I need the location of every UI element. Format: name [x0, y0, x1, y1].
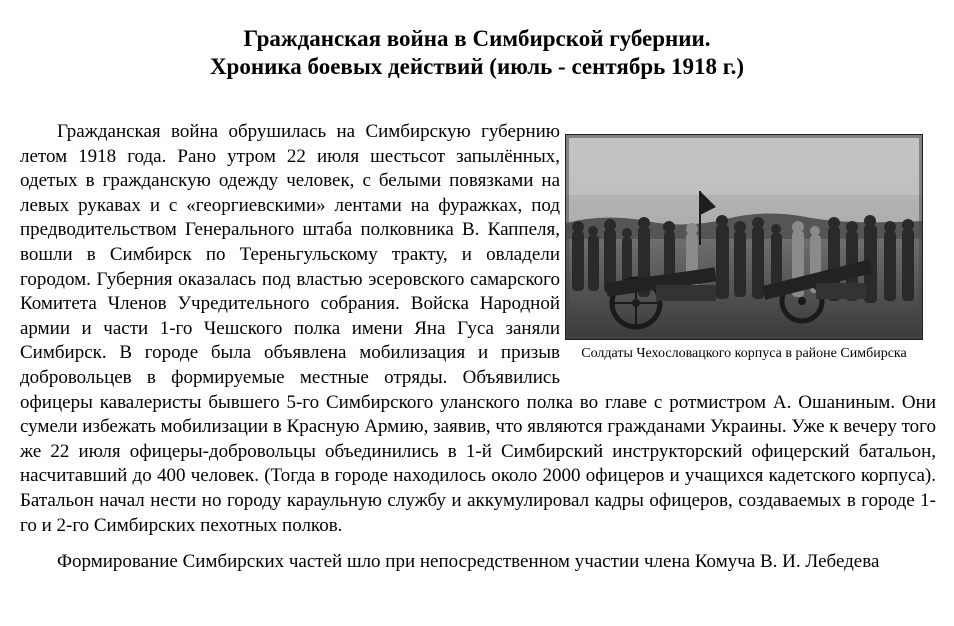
paragraph-2: Формирование Симбирских частей шло при непосредственном участии члена Комуча В. И. Лебедева — [57, 551, 880, 573]
paragraph-1: Гражданская война обрушилась на Симбирскую губернию летом 1918 года. Рано утром 22 июля шестьсот запылённых, одетых в гражданскую одежду человек, с белыми повязками на левых рукавах и с «георгиевскими» лентами на фуражках, под предводительством Генерального штаба полковника В. Каппеля, вошли в Симбирск по Тереньгульскому тракту, и овладели городом. Губерния оказалась под властью эсеровского самарского Комитета Членов Учредительного собрания. Войска Народной армии и части 1-го Чешского полка имени Яна Гуса заняли Симбирск. В городе была объявлена мобилизация и призыв добровольцев в формируемые местные отряды. Объявились офицеры кавалеристы бывшего 5-го Симбирского уланского полка во главе с ротмистром А. Ошаниным. Они сумели избежать мобилизации в Красную Армию, заявив, что являются гражданами Украины. Уже к вечеру того же 22 июля офицеры-добровольцы объединились в 1-й Симбирский инструкторский офицерский батальон, насчитавший до 400 человек. (Тогда в городе находилось около 2000 офицеров и учащихся кадетского корпуса). Батальон начал нести но городу караульную службу и аккумулировал кадры офицеров, создаваемых в городе 1-го и 2-го Симбирских пехотных полков. — [20, 121, 936, 536]
article-body — [20, 120, 936, 575]
document-title-line-2: Хроника боевых действий (июль - сентябрь 1918 г.) — [209, 54, 745, 79]
document-title-line-1: Гражданская война в Симбирской губернии. — [243, 26, 711, 51]
figure-spacer — [574, 120, 936, 384]
photo-caption: Солдаты Чехословацкого корпуса в районе Симбирска — [581, 346, 907, 361]
